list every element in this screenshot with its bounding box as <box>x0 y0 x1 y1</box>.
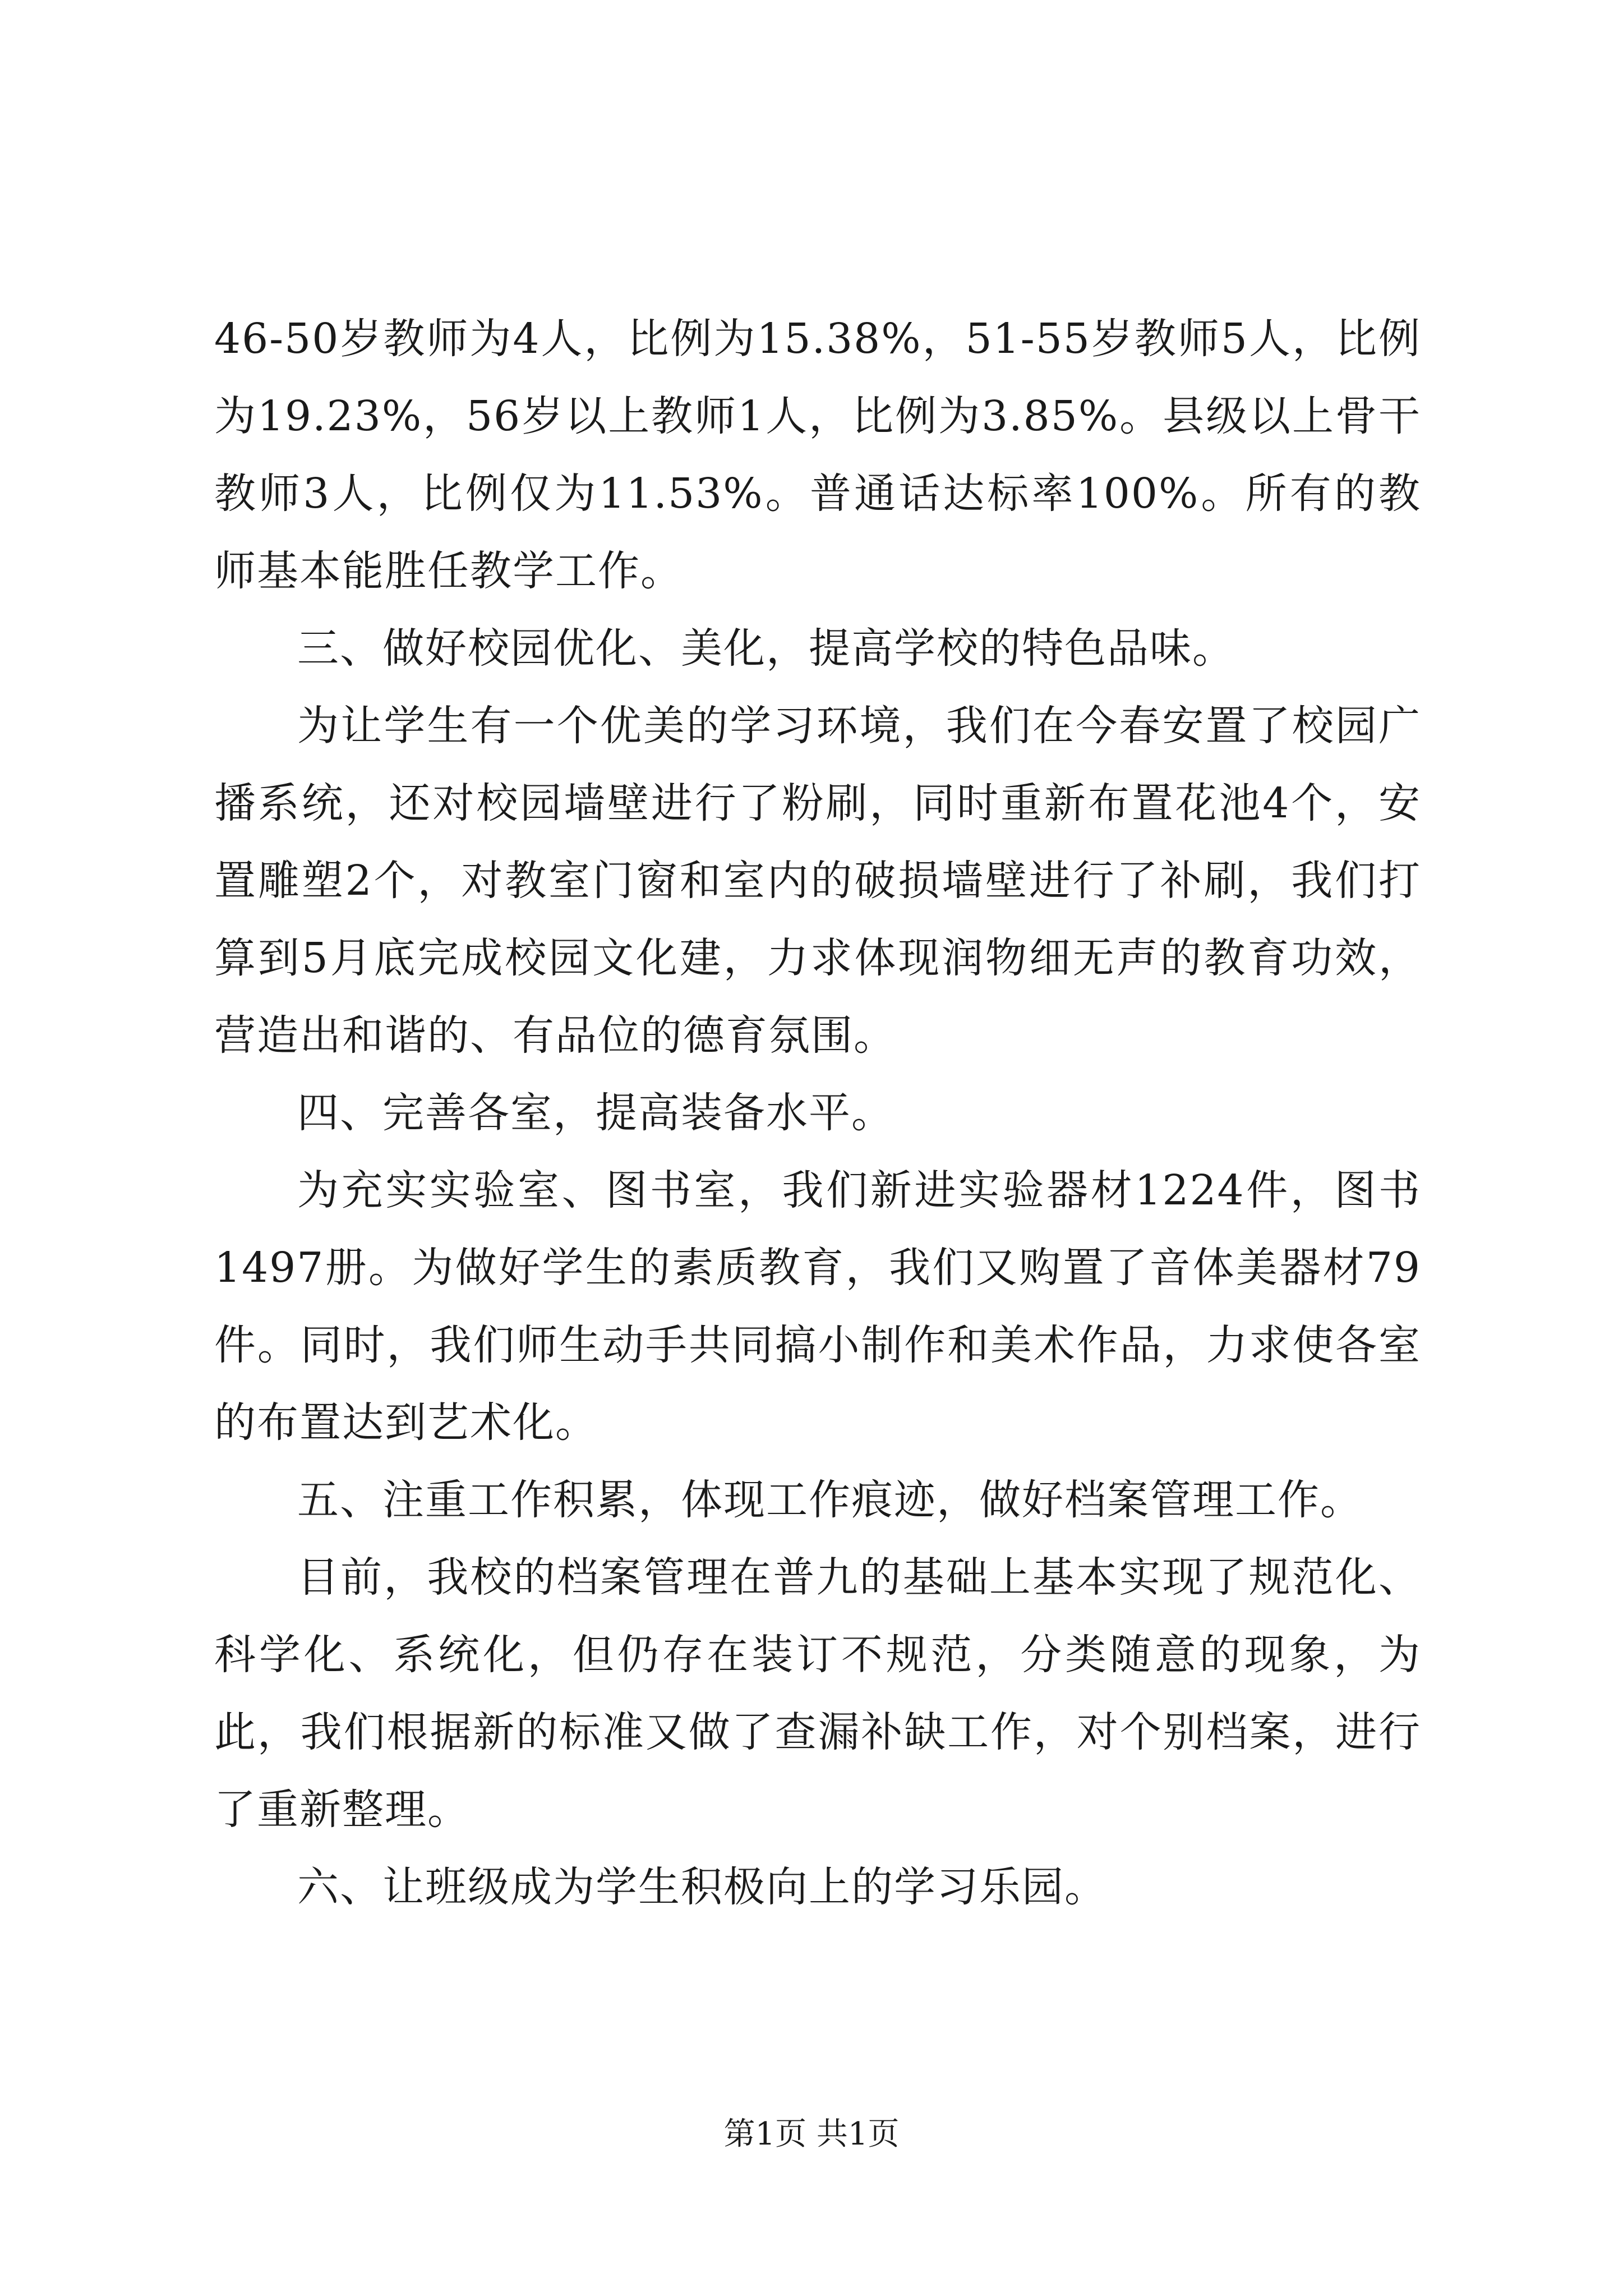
paragraph-archive-status: 目前，我校的档案管理在普九的基础上基本实现了规范化、科学化、系统化，但仍存在装订不规范，分类随意的现象，为此，我们根据新的标准又做了查漏补缺工作，对个别档案，进行了重新整理。 <box>214 1553 1421 1834</box>
heading-archive-management: 五、注重工作积累，体现工作痕迹，做好档案管理工作。 <box>297 1476 1363 1524</box>
paragraph-lab-library: 为充实实验室、图书室，我们新进实验器材1224件，图书1497册。为做好学生的素质教育，我们又购置了音体美器材79件。同时，我们师生动手共同搞小制作和美术作品，力求使各室的布置达到艺术化。 <box>214 1166 1421 1447</box>
paragraph-teacher-stats: 46-50岁教师为4人，比例为15.38%，51-55岁教师5人，比例为19.23%，56岁以上教师1人，比例为3.85%。县级以上骨干教师3人，比例仅为11.53%。普通话达标率100%。所有的教师基本能胜任教学工作。 <box>214 315 1421 595</box>
page-footer: 第1页 共1页 <box>723 2116 900 2152</box>
paragraph-campus-environment: 为让学生有一个优美的学习环境，我们在今春安置了校园广播系统，还对校园墙壁进行了粉刷，同时重新布置花池4个，安置雕塑2个，对教室门窗和室内的破损墙壁进行了补刷，我们打算到5月底完成校园文化建，力求体现润物细无声的教育功效，营造出和谐的、有品位的德育氛围。 <box>214 702 1421 1060</box>
heading-class-learning-park: 六、让班级成为学生积极向上的学习乐园。 <box>297 1863 1107 1911</box>
heading-room-improvement: 四、完善各室，提高装备水平。 <box>297 1089 894 1137</box>
heading-campus-beautification: 三、做好校园优化、美化，提高学校的特色品味。 <box>297 624 1235 673</box>
document-body <box>214 300 1421 1926</box>
